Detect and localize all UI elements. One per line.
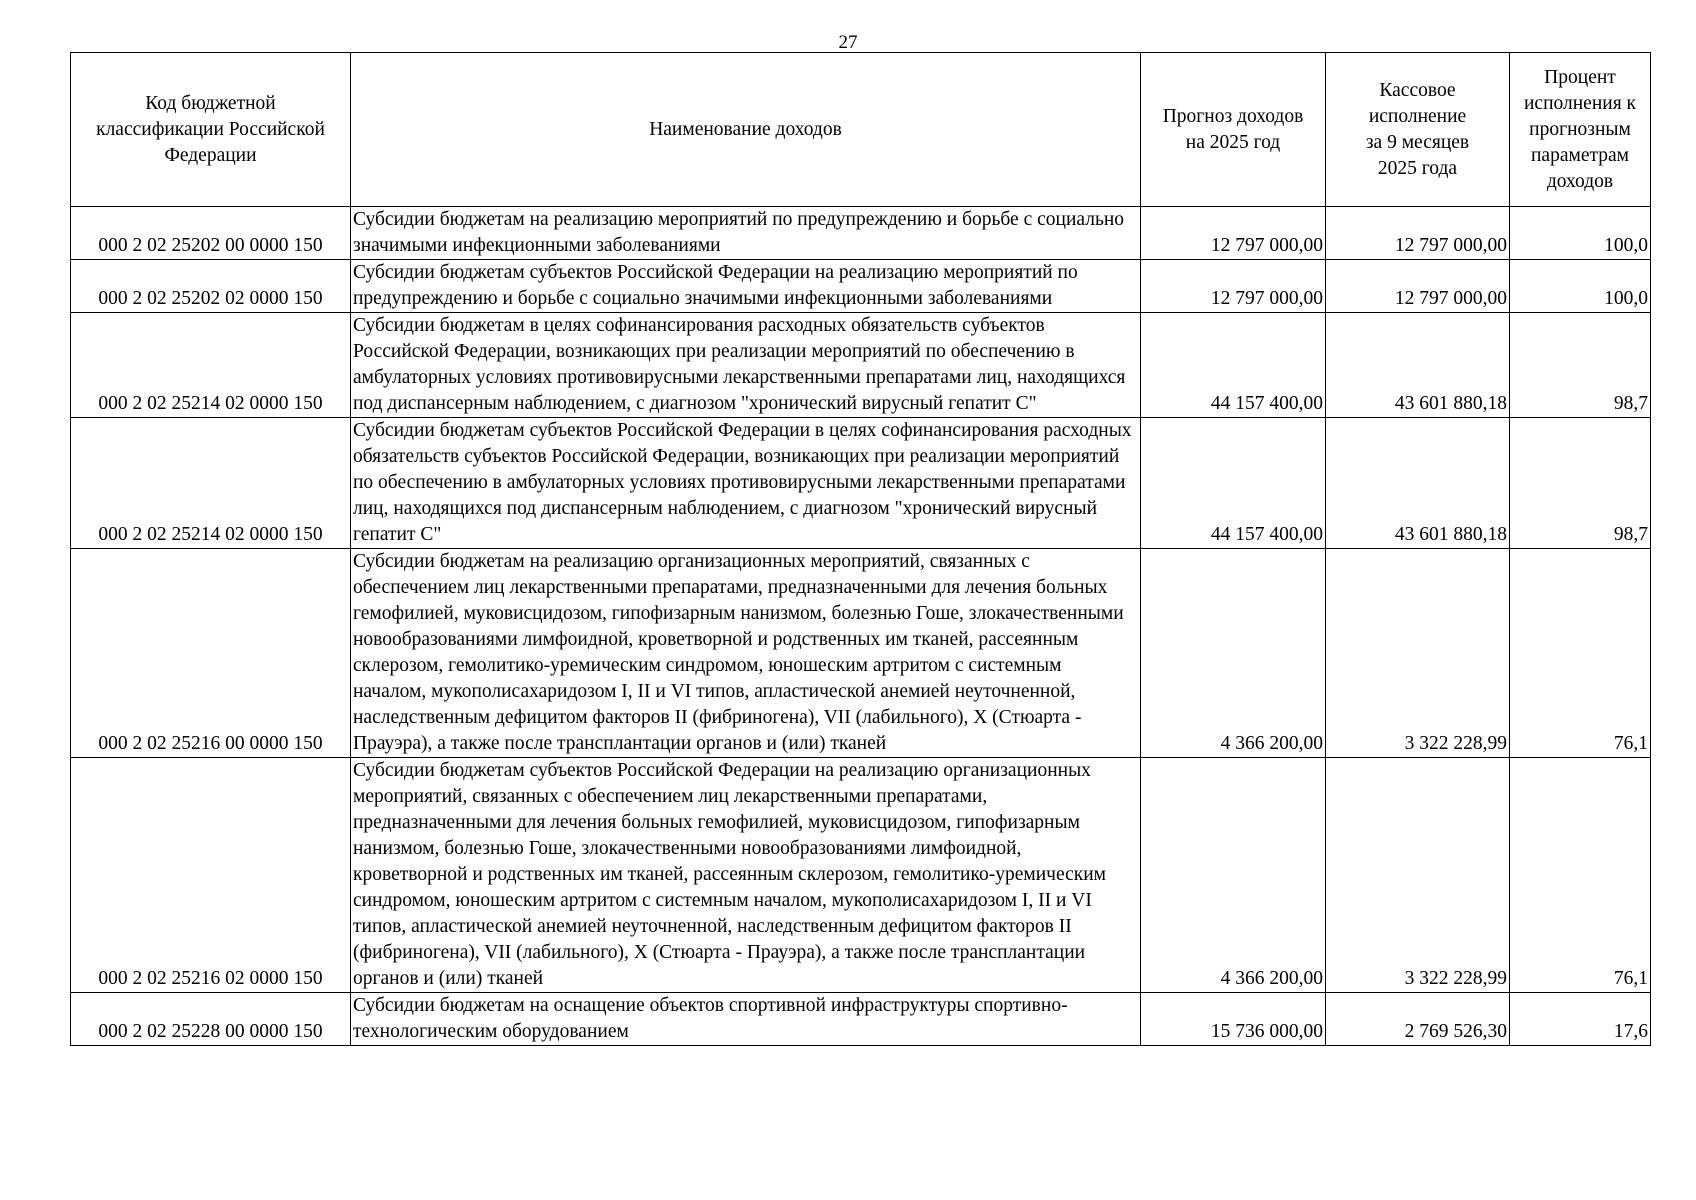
row-name: Субсидии бюджетам на реализацию мероприятий по предупреждению и борьбе с социально значимыми инфекционными заболеваниями — [351, 207, 1141, 260]
row-forecast: 44 157 400,00 — [1141, 418, 1326, 549]
row-code: 000 2 02 25202 02 0000 150 — [71, 260, 351, 313]
row-name: Субсидии бюджетам на реализацию организационных мероприятий, связанных с обеспечением лиц лекарственными препаратами, предназначенными для лечения больных гемофилией, муковисцидозом, гипофизарным нанизмом, болезнью Гоше, злокачественными новообразованиями лимфоидной, кроветворной и родственных им тканей, рассеянным склерозом, гемолитико-уремическим синдромом, юношеским артритом с системным началом, мукополисахаридозом I, II и VI типов, апластической анемией неуточненной, наследственным дефицитом факторов II (фибриногена), VII (лабильного), X (Стюарта - Прауэра), а также после трансплантации органов и (или) тканей — [351, 549, 1141, 758]
row-cash: 43 601 880,18 — [1326, 418, 1510, 549]
row-percent: 98,7 — [1510, 313, 1651, 418]
row-percent: 17,6 — [1510, 993, 1651, 1046]
table-row — [71, 207, 1651, 260]
row-name: Субсидии бюджетам субъектов Российской Федерации в целях софинансирования расходных обязательств субъектов Российской Федерации, возникающих при реализации мероприятий по обеспечению в амбулаторных условиях противовирусными лекарственными препаратами лиц, находящихся под диспансерным наблюдением, с диагнозом "хронический вирусный гепатит C" — [351, 418, 1141, 549]
row-code: 000 2 02 25214 02 0000 150 — [71, 313, 351, 418]
row-code: 000 2 02 25214 02 0000 150 — [71, 418, 351, 549]
row-forecast: 15 736 000,00 — [1141, 993, 1326, 1046]
table-row — [71, 418, 1651, 549]
table-row — [71, 260, 1651, 313]
header-name: Наименование доходов — [351, 53, 1141, 207]
row-forecast: 4 366 200,00 — [1141, 758, 1326, 993]
table-header-row — [71, 53, 1651, 207]
row-cash: 2 769 526,30 — [1326, 993, 1510, 1046]
row-code: 000 2 02 25228 00 0000 150 — [71, 993, 351, 1046]
page-number: 27 — [838, 32, 858, 53]
row-percent: 100,0 — [1510, 207, 1651, 260]
row-forecast: 44 157 400,00 — [1141, 313, 1326, 418]
table-row — [71, 758, 1651, 993]
row-code: 000 2 02 25216 02 0000 150 — [71, 758, 351, 993]
row-name: Субсидии бюджетам на оснащение объектов спортивной инфраструктуры спортивно-технологическим оборудованием — [351, 993, 1141, 1046]
header-code: Код бюджетной классификации Российской Федерации — [71, 53, 351, 207]
row-forecast: 12 797 000,00 — [1141, 207, 1326, 260]
table-row — [71, 313, 1651, 418]
row-forecast: 4 366 200,00 — [1141, 549, 1326, 758]
row-name: Субсидии бюджетам в целях софинансирования расходных обязательств субъектов Российской Федерации, возникающих при реализации мероприятий по обеспечению в амбулаторных условиях противовирусными лекарственными препаратами лиц, находящихся под диспансерным наблюдением, с диагнозом "хронический вирусный гепатит C" — [351, 313, 1141, 418]
table-row — [71, 549, 1651, 758]
row-code: 000 2 02 25202 00 0000 150 — [71, 207, 351, 260]
row-percent: 100,0 — [1510, 260, 1651, 313]
row-cash: 43 601 880,18 — [1326, 313, 1510, 418]
row-percent: 98,7 — [1510, 418, 1651, 549]
row-forecast: 12 797 000,00 — [1141, 260, 1326, 313]
row-cash: 3 322 228,99 — [1326, 758, 1510, 993]
revenue-table — [70, 52, 1651, 1046]
row-cash: 12 797 000,00 — [1326, 207, 1510, 260]
header-percent: Процент исполнения к прогнозным параметрам доходов — [1510, 53, 1651, 207]
row-name: Субсидии бюджетам субъектов Российской Федерации на реализацию организационных мероприятий, связанных с обеспечением лиц лекарственными препаратами, предназначенными для лечения больных гемофилией, муковисцидозом, гипофизарным нанизмом, болезнью Гоше, злокачественными новообразованиями лимфоидной, кроветворной и родственных им тканей, рассеянным склерозом, гемолитико-уремическим синдромом, юношеским артритом с системным началом, мукополисахаридозом I, II и VI типов, апластической анемией неуточненной, наследственным дефицитом факторов II (фибриногена), VII (лабильного), X (Стюарта - Прауэра), а также после трансплантации органов и (или) тканей — [351, 758, 1141, 993]
header-cash: Кассовое исполнение за 9 месяцев 2025 года — [1326, 53, 1510, 207]
row-cash: 3 322 228,99 — [1326, 549, 1510, 758]
row-cash: 12 797 000,00 — [1326, 260, 1510, 313]
table-row — [71, 993, 1651, 1046]
header-forecast: Прогноз доходов на 2025 год — [1141, 53, 1326, 207]
row-percent: 76,1 — [1510, 549, 1651, 758]
row-percent: 76,1 — [1510, 758, 1651, 993]
row-code: 000 2 02 25216 00 0000 150 — [71, 549, 351, 758]
row-name: Субсидии бюджетам субъектов Российской Федерации на реализацию мероприятий по предупреждению и борьбе с социально значимыми инфекционными заболеваниями — [351, 260, 1141, 313]
